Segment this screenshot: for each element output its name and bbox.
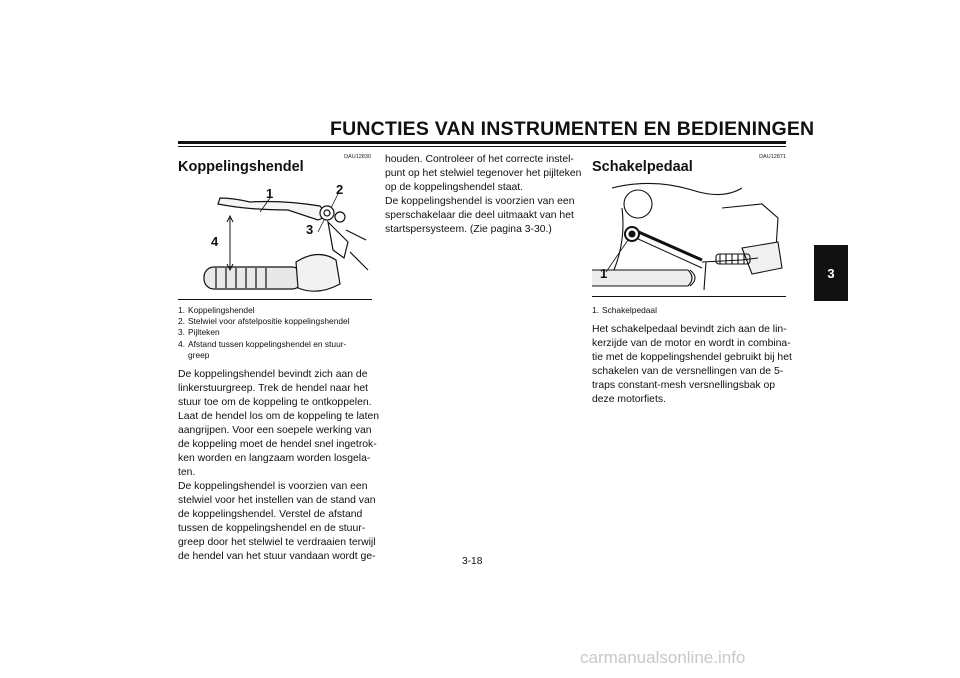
text-line: Laat de hendel los om de koppeling te laten — [178, 411, 380, 422]
body-text-left — [178, 368, 379, 564]
text-line: houden. Controleer of het correcte instel- — [385, 154, 574, 165]
text-line: ten. — [178, 467, 196, 478]
text-line: stelwiel voor het instellen van de stand van — [178, 495, 376, 506]
text-line: greep door het stelwiel te verdraaien terwijl — [178, 537, 376, 548]
text-line: de koppeling moet de hendel snel ingetrok- — [178, 439, 377, 450]
body-text-right — [592, 323, 792, 407]
text-line: aangrijpen. Voor een soepele werking van — [178, 425, 372, 436]
text-line: linkerstuurgreep. Trek de hendel naar het — [178, 383, 369, 394]
text-line: tussen de koppelingshendel en de stuur- — [178, 523, 366, 534]
text-line: Het schakelpedaal bevindt zich aan de lin- — [592, 324, 787, 335]
text-line: sperschakelaar die deel uitmaakt van het — [385, 210, 574, 221]
figure-callout-1: 1 — [600, 266, 608, 281]
section-heading-clutch: Koppelingshendel — [178, 159, 304, 175]
text-line: tie met de koppelingshendel gebruikt bij het — [592, 352, 792, 363]
text-line: deze motorfiets. — [592, 394, 666, 405]
section-code: DAU12871 — [759, 154, 786, 160]
text-line: schakelen van de versnellingen van de 5- — [592, 366, 784, 377]
figure-shift-pedal — [592, 178, 786, 297]
text-line: ken worden en langzaam worden losgela- — [178, 453, 371, 464]
text-line: kerzijde van de motor en wordt in combina- — [592, 338, 791, 349]
figure-callout-3: 3 — [306, 222, 314, 237]
figure-captions-shift-pedal — [592, 305, 792, 316]
body-text-middle — [385, 153, 581, 237]
caption-item: 2. Stelwiel voor afstelpositie koppelingshendel — [178, 316, 350, 327]
caption-item: 1. Koppelingshendel — [178, 305, 255, 315]
clutch-lever-illustration — [178, 180, 372, 299]
shift-pedal-illustration — [592, 178, 786, 296]
text-line: op de koppelingshendel staat. — [385, 182, 524, 193]
text-line: De koppelingshendel is voorzien van een — [178, 481, 368, 492]
text-line: startspersysteem. (Zie pagina 3-30.) — [385, 224, 552, 235]
text-line: De koppelingshendel is voorzien van een — [385, 196, 575, 207]
text-line: punt op het stelwiel tegenover het pijlteken — [385, 168, 582, 179]
caption-item: 1. Schakelpedaal — [592, 305, 657, 315]
text-line: traps constant-mesh versnellingsbak op — [592, 380, 776, 391]
caption-item: 3. Pijlteken — [178, 327, 220, 338]
caption-item: 4. Afstand tussen koppelingshendel en stuur- — [178, 338, 347, 349]
page-number: 3-18 — [462, 556, 483, 567]
watermark: carmanualsonline.info — [580, 648, 746, 667]
header-rule — [178, 141, 786, 144]
figure-clutch-lever — [178, 180, 372, 300]
header-rule-thin — [178, 146, 786, 147]
text-line: De koppelingshendel bevindt zich aan de — [178, 369, 368, 380]
text-line: de koppelingshendel. Verstel de afstand — [178, 509, 363, 520]
page-header-title: FUNCTIES VAN INSTRUMENTEN EN BEDIENINGEN — [330, 118, 815, 140]
caption-item-continuation: greep — [188, 349, 210, 360]
figure-callout-2: 2 — [336, 182, 344, 197]
section-heading-shift-pedal: Schakelpedaal — [592, 159, 693, 175]
figure-captions-clutch — [178, 305, 378, 361]
text-line: de hendel van het stuur vandaan wordt ge- — [178, 551, 376, 562]
text-line: stuur toe om de koppeling te ontkoppelen. — [178, 397, 372, 408]
section-code: DAU12830 — [344, 154, 371, 160]
chapter-tab: 3 — [814, 245, 848, 301]
figure-callout-1: 1 — [266, 186, 274, 201]
figure-callout-4: 4 — [211, 234, 219, 249]
